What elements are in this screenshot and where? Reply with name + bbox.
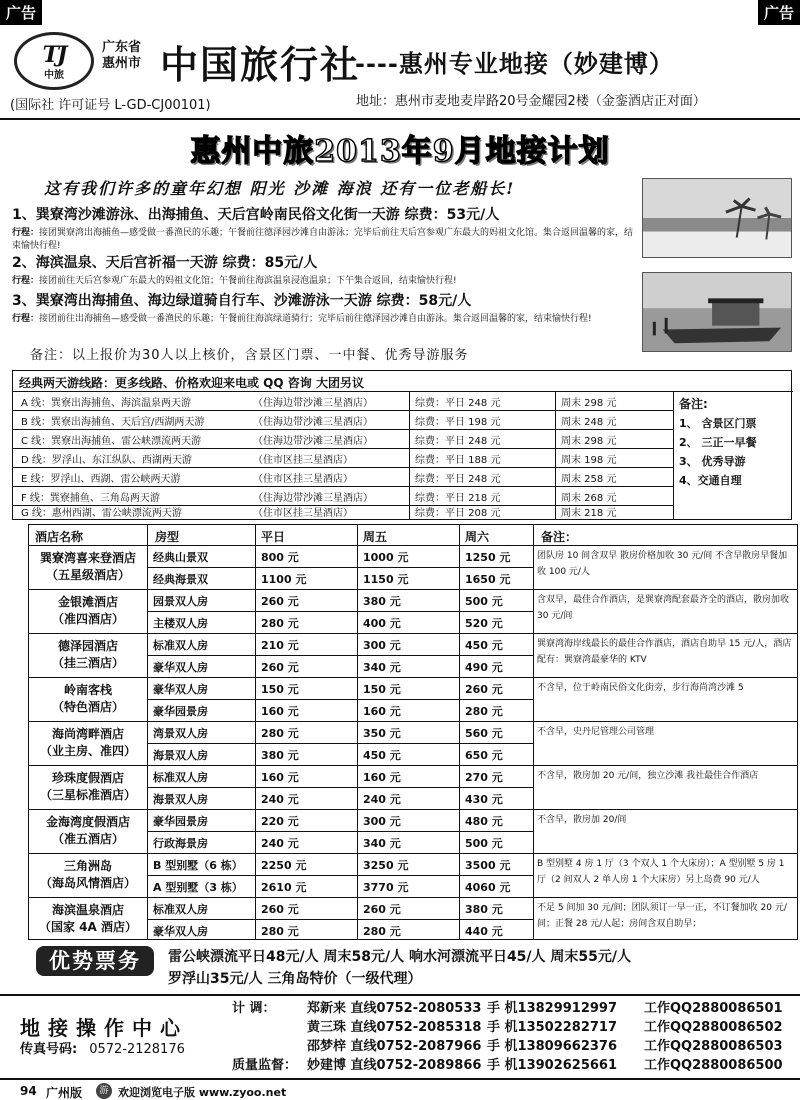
tour-item xyxy=(12,252,642,288)
room-type: 园景双人房 xyxy=(153,595,208,608)
hotel-grade: （业主房、准四） xyxy=(39,744,136,758)
remarks-title: 备注: xyxy=(679,397,708,411)
route-weekday-price: 综费：平日 248 元 xyxy=(415,398,501,409)
route-weekend-price: 周末 298 元 xyxy=(561,436,617,447)
saturday-price: 430 元 xyxy=(465,793,503,806)
saturday-price: 500 元 xyxy=(465,595,503,608)
two-day-routes-table xyxy=(12,370,792,520)
contact-role: 计 调： xyxy=(232,1001,276,1016)
table-divider xyxy=(147,611,533,612)
tour-title: 1、巽寮湾沙滩游泳、出海捕鱼、天后宫岭南民俗文化街一天游 综费：53元/人 xyxy=(12,207,500,223)
room-type: 豪华园景房 xyxy=(153,705,208,718)
friday-price: 380 元 xyxy=(363,595,401,608)
route-weekend-price: 周末 258 元 xyxy=(561,474,617,485)
table-divider xyxy=(147,875,533,876)
contact-phone: 手 机13829912997 xyxy=(487,1001,618,1016)
route-stay: （住市区挂三星酒店） xyxy=(253,508,353,519)
contact-qq: 工作QQ2880086502 xyxy=(644,1020,783,1035)
table-divider xyxy=(29,853,797,854)
fax-number xyxy=(20,1038,185,1057)
boat-illustration xyxy=(643,273,791,351)
hotel-grade: （国家 4A 酒店） xyxy=(39,920,137,934)
table-divider xyxy=(255,525,256,939)
friday-price: 450 元 xyxy=(363,749,401,762)
logo-sub: 中旅 xyxy=(44,69,64,81)
table-divider xyxy=(29,721,797,722)
hotel-note: B 型别墅 4 房 1 厅（3 个双人 1 个大床房）；A 型别墅 5 房 1 厅（2 间双人 2 单人房 1 个大床房）另上岛费 90 元/人 xyxy=(537,859,785,885)
route-name: A 线：巽寮出海捕鱼、海滨温泉两天游 xyxy=(21,398,192,409)
fax-label: 传真号码: xyxy=(20,1042,78,1057)
table-divider xyxy=(459,525,460,939)
beach-illustration xyxy=(643,179,791,257)
saturday-price: 480 元 xyxy=(465,815,503,828)
saturday-price: 1650 元 xyxy=(465,573,511,586)
logo-mark: TJ xyxy=(42,41,66,68)
hotel-grade: （挂三酒店） xyxy=(51,656,124,670)
hotel-name xyxy=(29,858,147,892)
ad-label-right: 广告 xyxy=(758,0,800,25)
friday-price: 340 元 xyxy=(363,837,401,850)
hotel-name-main: 海滨温泉酒店 xyxy=(51,903,124,917)
tour-item xyxy=(12,204,642,253)
friday-price: 150 元 xyxy=(363,683,401,696)
hotel-grade: （五星级酒店） xyxy=(45,568,130,582)
table-divider xyxy=(147,787,533,788)
tagline: 这有我们许多的童年幻想 阳光 沙滩 海浪 还有一位老船长! xyxy=(44,179,516,198)
table-divider xyxy=(29,677,797,678)
remark-item: 3、 优秀导游 xyxy=(679,455,746,468)
route-name: D 线：罗浮山、东江纵队、西湖两天游 xyxy=(21,455,192,466)
table-divider xyxy=(147,525,148,939)
table-divider xyxy=(29,633,797,634)
weekday-price: 260 元 xyxy=(261,595,299,608)
friday-price: 300 元 xyxy=(363,639,401,652)
friday-price: 240 元 xyxy=(363,793,401,806)
hotel-grade: （准四酒店） xyxy=(51,612,124,626)
region-label xyxy=(102,40,154,72)
contact-qq: 工作QQ2880086500 xyxy=(644,1058,783,1073)
room-type: 主楼双人房 xyxy=(153,617,208,630)
saturday-price: 1250 元 xyxy=(465,551,511,564)
tour-desc-label: 行程： xyxy=(12,314,40,324)
saturday-price: 260 元 xyxy=(465,683,503,696)
saturday-price: 560 元 xyxy=(465,727,503,740)
ad-label-left: 广告 xyxy=(0,0,42,25)
contact-row xyxy=(232,997,797,1017)
contact-phone: 手 机13902625661 xyxy=(487,1058,618,1073)
hotel-name-main: 金海湾度假酒店 xyxy=(45,815,130,829)
tour-desc-text: 接团巽寮湾出海捕鱼—感受做一番渔民的乐趣；午餐前往德泽园沙滩自由游泳；完毕后前往天后宫参观广东最大的妈祖文化馆。集合返回温馨的家，结束愉快行程! xyxy=(12,228,634,251)
table-divider xyxy=(147,567,533,568)
weekday-price: 260 元 xyxy=(261,903,299,916)
col-friday: 周五 xyxy=(363,530,388,544)
hotel-name xyxy=(29,770,147,804)
ticket-badge: 优势票务 xyxy=(36,946,154,976)
contact-row xyxy=(232,1054,797,1074)
room-type: 湾景双人房 xyxy=(153,727,208,740)
contact-name: 郑新来 直线0752-2080533 xyxy=(307,1001,482,1016)
remark-item: 2、 三正一早餐 xyxy=(679,436,757,449)
hotel-name xyxy=(29,902,147,936)
saturday-price: 500 元 xyxy=(465,837,503,850)
hotel-note: 不足 5 间加 30 元/间；团队须订一早一正，不订餐加收 20 元/间；正餐 28 元/人起；房间含双自助早； xyxy=(537,903,787,929)
contact-phone: 手 机13809662376 xyxy=(487,1039,618,1054)
saturday-price: 490 元 xyxy=(465,661,503,674)
friday-price: 340 元 xyxy=(363,661,401,674)
room-type: 行政海景房 xyxy=(153,837,208,850)
contact-phone: 手 机13502282717 xyxy=(487,1020,618,1035)
weekday-price: 220 元 xyxy=(261,815,299,828)
header-divider xyxy=(0,118,800,120)
region-line1: 广东省 xyxy=(102,40,142,55)
route-stay: （住海边带沙滩三星酒店） xyxy=(253,398,373,409)
route-weekday-price: 综费：平日 248 元 xyxy=(415,436,501,447)
fax-value: 0572-2128176 xyxy=(89,1042,185,1057)
room-type: 海景双人房 xyxy=(153,793,208,806)
hotel-note: 不含早，散房加 20/间 xyxy=(537,815,627,825)
weekday-price: 280 元 xyxy=(261,617,299,630)
website-link[interactable]: 欢迎浏览电子版 www.zyoo.net xyxy=(118,1086,287,1099)
edition-label: 广州版 xyxy=(46,1086,83,1100)
saturday-price: 280 元 xyxy=(465,705,503,718)
col-weekday: 平日 xyxy=(261,530,286,544)
route-name: E 线：罗浮山、西湖、雷公峡两天游 xyxy=(21,474,181,485)
table-divider xyxy=(29,765,797,766)
route-stay: （住海边带沙滩三星酒店） xyxy=(253,493,373,504)
table-divider xyxy=(357,525,358,939)
route-weekend-price: 周末 218 元 xyxy=(561,508,617,519)
friday-price: 160 元 xyxy=(363,771,401,784)
friday-price: 350 元 xyxy=(363,727,401,740)
tour-desc-label: 行程： xyxy=(12,228,40,238)
beach-photo xyxy=(642,178,792,258)
table-divider xyxy=(147,743,533,744)
page-number: 94 xyxy=(20,1084,37,1098)
weekday-price: 240 元 xyxy=(261,793,299,806)
friday-price: 160 元 xyxy=(363,705,401,718)
friday-price: 3250 元 xyxy=(363,859,409,872)
hotel-name-main: 三角洲岛 xyxy=(63,859,112,873)
weekday-price: 1100 元 xyxy=(261,573,307,586)
weekday-price: 240 元 xyxy=(261,837,299,850)
friday-price: 300 元 xyxy=(363,815,401,828)
route-weekday-price: 综费：平日 218 元 xyxy=(415,493,501,504)
table-divider xyxy=(147,699,533,700)
table-divider xyxy=(29,809,797,810)
hotel-note: 不含早，散房加 20 元/间，独立沙滩 我社最佳合作酒店 xyxy=(537,771,759,781)
publication-icon: 游 xyxy=(96,1083,112,1099)
hotel-name-main: 巽寮湾喜来登酒店 xyxy=(39,551,136,565)
contact-qq: 工作QQ2880086503 xyxy=(644,1039,783,1054)
hotel-name-main: 海尚湾畔酒店 xyxy=(51,727,124,741)
route-row xyxy=(13,502,673,520)
saturday-price: 3500 元 xyxy=(465,859,511,872)
routes-remarks xyxy=(679,395,756,490)
hotel-name-main: 德泽园酒店 xyxy=(57,639,118,653)
tour-item xyxy=(12,290,642,326)
hotel-grade: （特色酒店） xyxy=(51,700,124,714)
remark-item: 4、交通自理 xyxy=(679,474,742,487)
route-row xyxy=(13,430,673,448)
contact-name: 邵梦梓 直线0752-2087966 xyxy=(307,1039,482,1054)
hotel-name xyxy=(29,726,147,760)
contact-role: 质量监督： xyxy=(232,1058,298,1073)
saturday-price: 520 元 xyxy=(465,617,503,630)
weekday-price: 2610 元 xyxy=(261,881,307,894)
weekday-price: 380 元 xyxy=(261,749,299,762)
tour-desc-text: 接团前往出海捕鱼—感受做一番渔民的乐趣；午餐前往海滨绿道骑行；完毕后前往德泽园沙滩自由游泳。集合返回温馨的家，结束愉快行程! xyxy=(39,314,592,324)
tour-desc xyxy=(12,313,642,326)
room-type: 标准双人房 xyxy=(153,639,208,652)
weekday-price: 2250 元 xyxy=(261,859,307,872)
route-name: C 线：巽寮出海捕鱼、雷公峡漂流两天游 xyxy=(21,436,202,447)
hotel-grade: （准五酒店） xyxy=(51,832,124,846)
room-type: 海景双人房 xyxy=(153,749,208,762)
agency-logo xyxy=(14,32,94,90)
room-type: B 型别墅（6 栋） xyxy=(153,859,243,872)
route-weekend-price: 周末 198 元 xyxy=(561,455,617,466)
hotel-name xyxy=(29,682,147,716)
route-row xyxy=(13,449,673,467)
room-type: 豪华双人房 xyxy=(153,661,208,674)
route-stay: （住市区挂三星酒店） xyxy=(253,474,353,485)
hotel-price-table xyxy=(28,524,798,940)
ticket-line-2: 罗浮山35元/人 三角岛特价（一级代理） xyxy=(168,971,422,987)
table-divider xyxy=(533,525,534,939)
friday-price: 280 元 xyxy=(363,925,401,938)
saturday-price: 650 元 xyxy=(465,749,503,762)
col-hotel-name: 酒店名称 xyxy=(35,530,84,544)
tour-desc xyxy=(12,227,642,253)
route-stay: （住海边带沙滩三星酒店） xyxy=(253,417,373,428)
col-saturday: 周六 xyxy=(465,530,490,544)
route-row xyxy=(13,392,673,410)
route-row xyxy=(13,468,673,486)
room-type: 豪华双人房 xyxy=(153,683,208,696)
table-divider xyxy=(147,655,533,656)
route-name: G 线：惠州西湖、雷公峡漂流两天游 xyxy=(21,508,182,519)
table-divider xyxy=(29,589,797,590)
room-type: 经典海景双 xyxy=(153,573,208,586)
price-note: 备注：以上报价为30人以上核价，含景区门票、一中餐、优秀导游服务 xyxy=(30,348,469,363)
hotel-name xyxy=(29,594,147,628)
ticket-offers xyxy=(0,944,800,992)
route-weekday-price: 综费：平日 248 元 xyxy=(415,474,501,485)
route-row xyxy=(13,411,673,429)
col-note: 备注： xyxy=(541,530,578,544)
hotel-name-main: 岭南客栈 xyxy=(63,683,112,697)
tour-desc xyxy=(12,275,642,288)
plan-title: 惠州中旅2013年9月地接计划 xyxy=(190,134,610,169)
room-type: A 型别墅（3 栋） xyxy=(153,881,243,894)
operations-center-title: 地接操作中心 xyxy=(20,1016,188,1040)
contact-row xyxy=(232,1035,797,1055)
region-line2: 惠州市 xyxy=(102,56,142,71)
friday-price: 1150 元 xyxy=(363,573,409,586)
license-number: (国际社 许可证号 L-GD-CJ00101) xyxy=(10,98,211,113)
hotel-name-main: 珍珠度假酒店 xyxy=(51,771,124,785)
room-type: 豪华园景房 xyxy=(153,815,208,828)
contact-qq: 工作QQ2880086501 xyxy=(644,1001,783,1016)
room-type: 标准双人房 xyxy=(153,771,208,784)
table-divider xyxy=(673,391,674,519)
tour-title: 3、巽寮湾出海捕鱼、海边绿道骑自行车、沙滩游泳一天游 综费：58元/人 xyxy=(12,293,472,309)
hotel-note: 团队房 10 间含双早 散房价格加收 30 元/间 不含早散房早餐加收 100 元/人 xyxy=(537,551,788,577)
hotel-name xyxy=(29,638,147,672)
brand-name: 中国旅行社 xyxy=(160,42,361,87)
table-divider xyxy=(29,897,797,898)
table-divider xyxy=(29,545,797,546)
route-name: B 线：巽寮出海捕鱼、天后宫/西湖两天游 xyxy=(21,417,205,428)
weekday-price: 260 元 xyxy=(261,661,299,674)
hotel-note: 不含早，史丹尼管理公司管理 xyxy=(537,727,655,737)
route-weekend-price: 周末 268 元 xyxy=(561,493,617,504)
tour-desc-text: 接团前往天后宫参观广东最大的妈祖文化馆；午餐前往海滨温泉浸泡温泉；下午集合返回，结束愉快行程! xyxy=(39,276,457,286)
saturday-price: 380 元 xyxy=(465,903,503,916)
hotel-note: 巽寮湾海岸线最长的最佳合作酒店，酒店自助早 15 元/人，酒店配有：巽寮湾最豪华的 KTV xyxy=(537,639,792,665)
route-name: F 线：巽寮捕鱼、三角岛两天游 xyxy=(21,493,160,504)
weekday-price: 800 元 xyxy=(261,551,299,564)
ticket-line-1: 雷公峡漂流平日48元/人 周末58元/人 响水河漂流平日45/人 周末55元/人 xyxy=(168,949,632,965)
agency-header xyxy=(0,22,800,117)
weekday-price: 210 元 xyxy=(261,639,299,652)
col-room-type: 房型 xyxy=(155,530,180,544)
friday-price: 3770 元 xyxy=(363,881,409,894)
hotel-grade: （海岛风情酒店） xyxy=(39,876,136,890)
contact-name: 妙建博 直线0752-2089866 xyxy=(307,1058,482,1073)
hotel-name-main: 金银滩酒店 xyxy=(57,595,118,609)
remark-item: 1、 含景区门票 xyxy=(679,417,757,430)
room-type: 豪华双人房 xyxy=(153,925,208,938)
route-weekday-price: 综费：平日 198 元 xyxy=(415,417,501,428)
friday-price: 400 元 xyxy=(363,617,401,630)
route-weekday-price: 综费：平日 208 元 xyxy=(415,508,501,519)
hotel-grade: （三星标准酒店） xyxy=(39,788,136,802)
weekday-price: 160 元 xyxy=(261,705,299,718)
route-stay: （住市区挂三星酒店） xyxy=(253,455,353,466)
section-divider xyxy=(0,994,800,996)
weekday-price: 280 元 xyxy=(261,727,299,740)
route-weekend-price: 周末 298 元 xyxy=(561,398,617,409)
table-divider xyxy=(147,831,533,832)
room-type: 经典山景双 xyxy=(153,551,208,564)
weekday-price: 150 元 xyxy=(261,683,299,696)
route-weekday-price: 综费：平日 188 元 xyxy=(415,455,501,466)
weekday-price: 160 元 xyxy=(261,771,299,784)
route-weekend-price: 周末 248 元 xyxy=(561,417,617,428)
tour-desc-label: 行程： xyxy=(12,276,40,286)
hotel-name xyxy=(29,814,147,848)
hotel-name xyxy=(29,550,147,584)
page-footer xyxy=(0,1078,800,1100)
route-stay: （住海边带沙滩三星酒店） xyxy=(253,436,373,447)
contact-name: 黄三珠 直线0752-2085318 xyxy=(307,1020,482,1035)
hotel-note: 含双早，最佳合作酒店，是巽寮湾配套最齐全的酒店，散房加收 30 元/间 xyxy=(537,595,790,621)
friday-price: 260 元 xyxy=(363,903,401,916)
tour-title: 2、海滨温泉、天后宫祈福一天游 综费：85元/人 xyxy=(12,255,318,271)
saturday-price: 450 元 xyxy=(465,639,503,652)
contact-row xyxy=(232,1016,797,1036)
weekday-price: 280 元 xyxy=(261,925,299,938)
table-divider xyxy=(147,919,533,920)
saturday-price: 4060 元 xyxy=(465,881,511,894)
routes-header: 经典两天游线路：更多线路、价格欢迎来电或 QQ 咨询 大团另议 xyxy=(19,376,364,390)
hotel-note: 不含早，位于岭南民俗文化街旁，步行海尚湾沙滩 5 xyxy=(537,683,744,693)
saturday-price: 270 元 xyxy=(465,771,503,784)
address: 地址：惠州市麦地麦岸路20号金耀园2楼（金銮酒店正对面） xyxy=(356,94,706,109)
saturday-price: 440 元 xyxy=(465,925,503,938)
friday-price: 1000 元 xyxy=(363,551,409,564)
slogan: ----惠州专业地接（妙建博） xyxy=(355,50,674,78)
room-type: 标准双人房 xyxy=(153,903,208,916)
fishing-boat-photo xyxy=(642,272,792,352)
